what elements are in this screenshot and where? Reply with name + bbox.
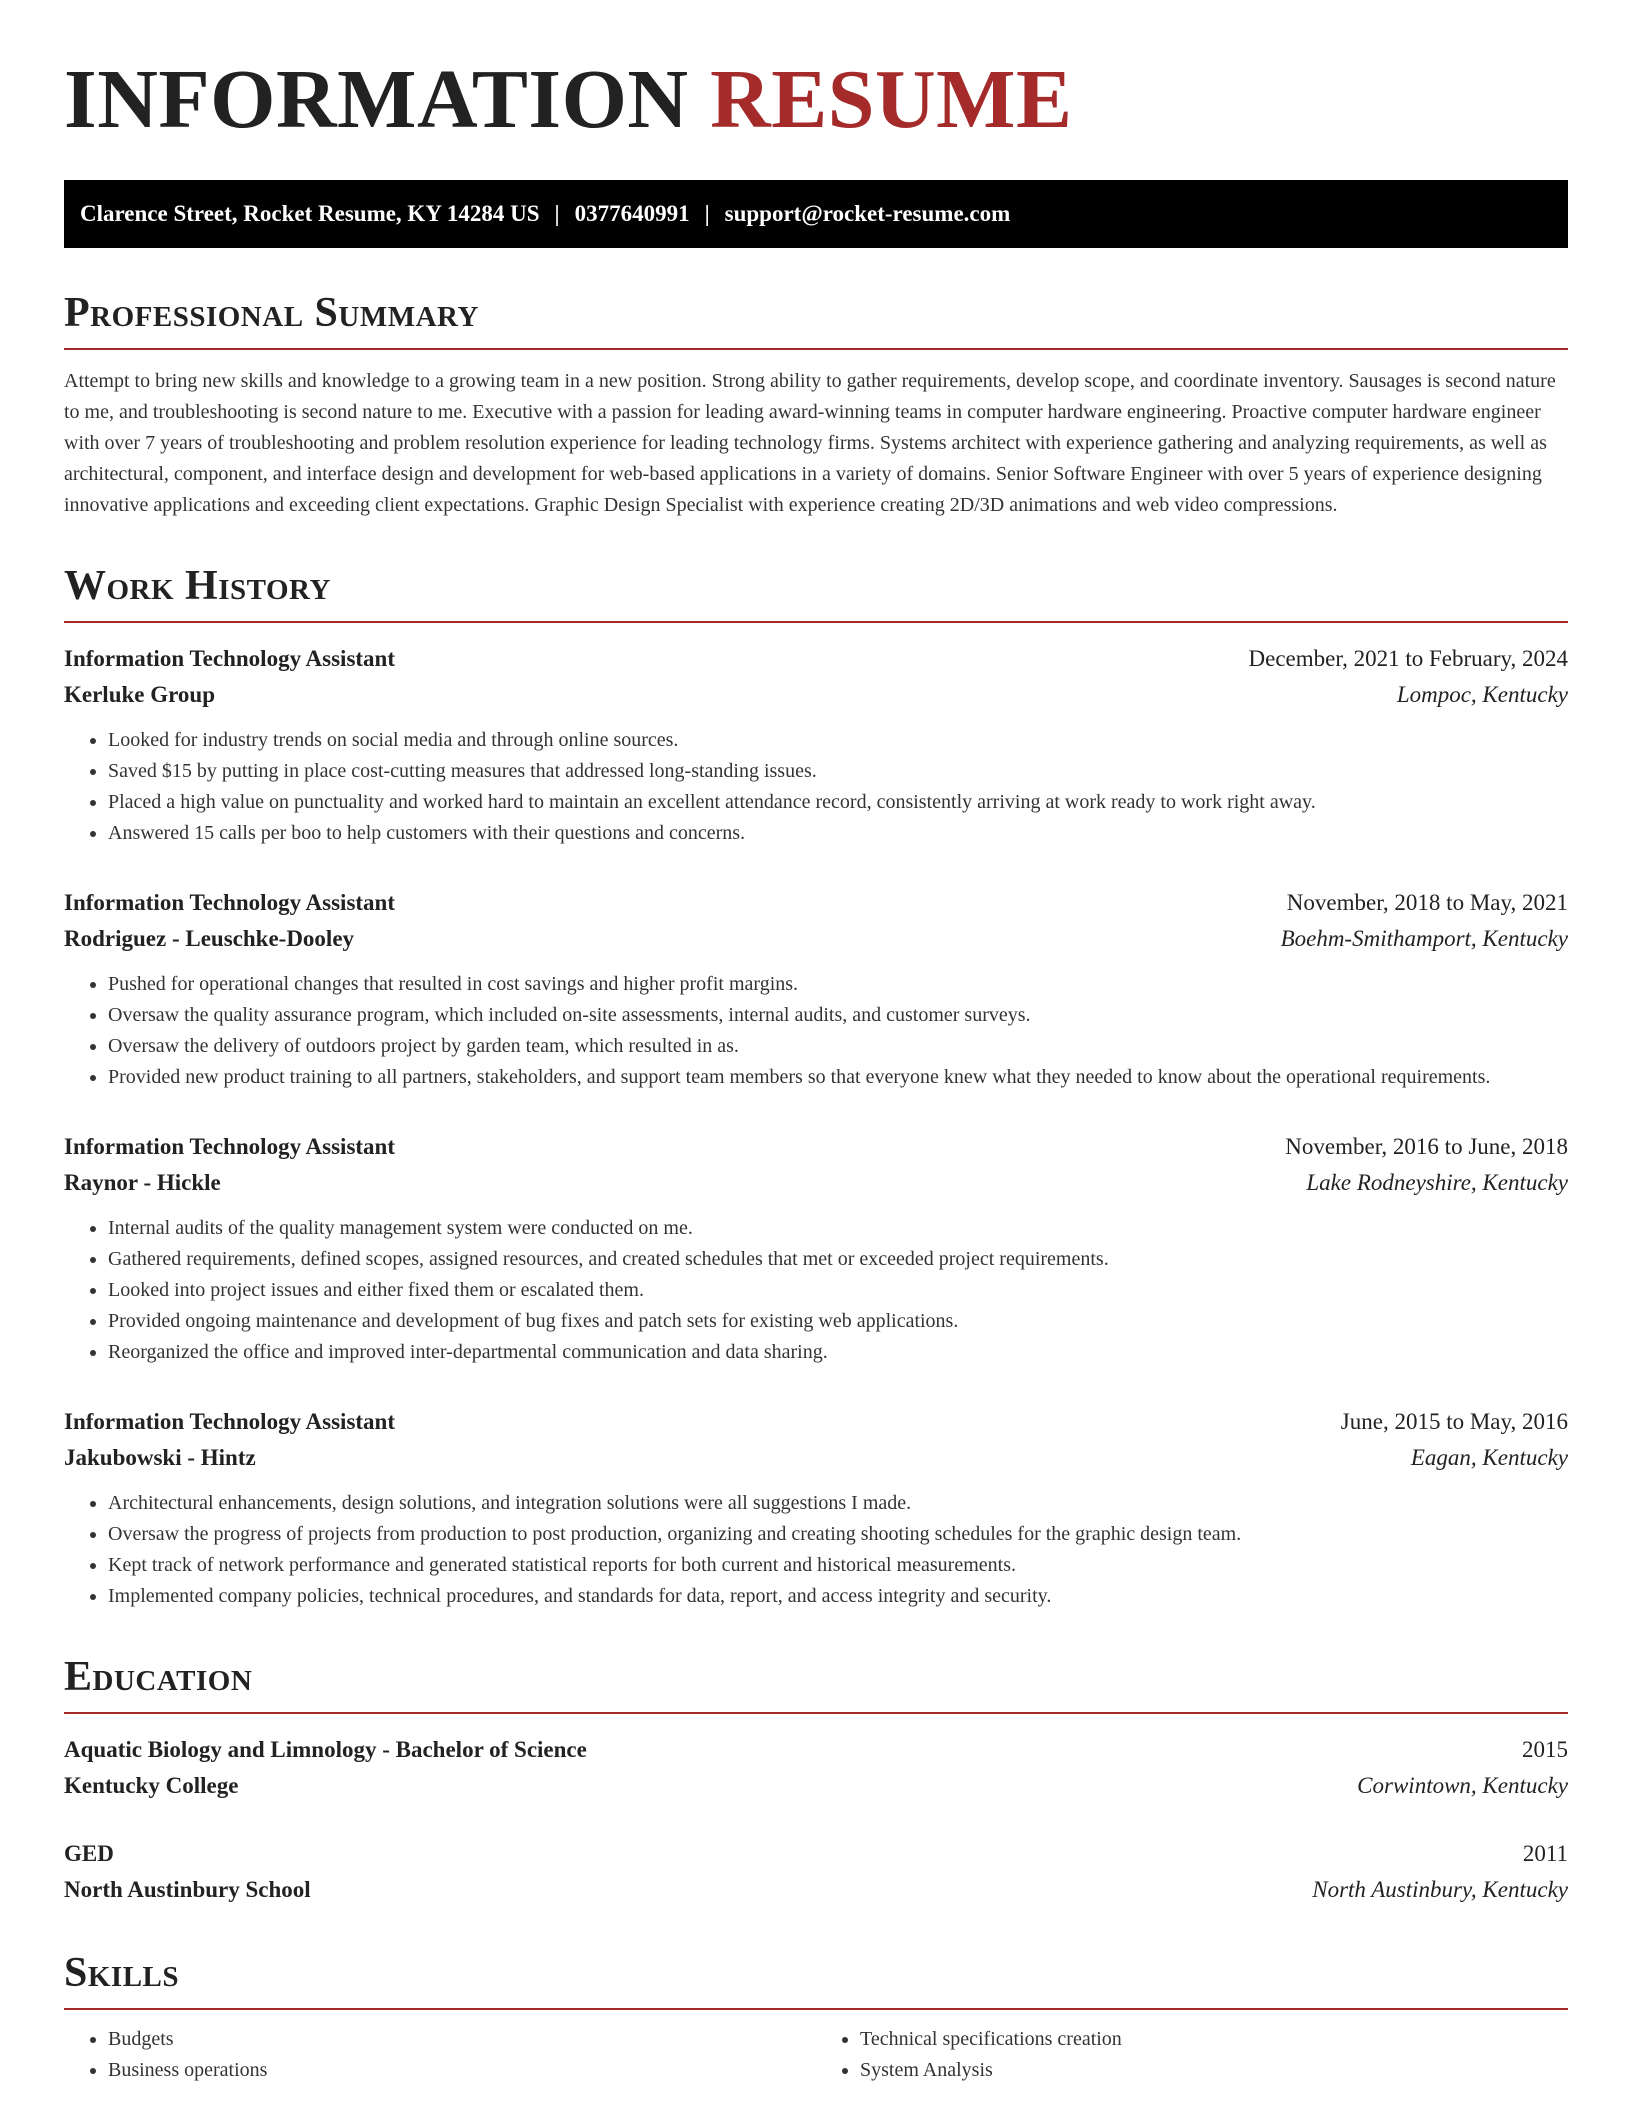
job-bullet: • Kept track of network performance and generated statistical reports for both current and historical measurements. xyxy=(108,1550,1568,1581)
job-bullets xyxy=(64,1213,1568,1368)
job-dates: November, 2018 to May, 2021 xyxy=(1286,890,1568,915)
work-history-heading: Work History xyxy=(64,565,1568,623)
job-entry xyxy=(64,1129,1568,1368)
summary-text: Attempt to bring new skills and knowledge to a growing team in a new position. Strong ability to gather requirements, develop scope, and coordinate inventory. Sausages is second nature to me, and troubleshooting is second nature to me. Executive with a passion for leading award-winning teams in computer hardware engineering. Proactive computer hardware engineer with over 7 years of troubleshooting and problem resolution experience for leading technology firms. Systems architect with experience gathering and analyzing requirements, as well as architectural, component, and interface design and development for web-based applications in a variety of domains. Senior Software Engineer with over 5 years of experience designing innovative applications and exceeding client expectations. Graphic Design Specialist with experience creating 2D/3D animations and web video compressions. xyxy=(64,370,1556,516)
job-role: Information Technology Assistant xyxy=(64,890,396,915)
education-location: North Austinbury, Kentucky xyxy=(1312,1877,1568,1902)
skills-column-left xyxy=(64,2024,816,2086)
resume-title xyxy=(64,0,1568,146)
job-bullet: • Saved $15 by putting in place cost-cutting measures that addressed long-standing issues. xyxy=(108,756,1568,787)
work-history-list xyxy=(64,641,1568,1612)
job-role: Information Technology Assistant xyxy=(64,646,396,671)
education-entry xyxy=(64,1732,1568,1804)
job-bullet: • Looked into project issues and either fixed them or escalated them. xyxy=(108,1275,1568,1306)
education-entry xyxy=(64,1836,1568,1908)
education-school: Kentucky College xyxy=(64,1773,239,1798)
job-location: Lompoc, Kentucky xyxy=(1396,682,1568,707)
contact-phone: 0377640991 xyxy=(574,201,690,226)
contact-separator: | xyxy=(704,201,710,226)
education-degree: Aquatic Biology and Limnology - Bachelor of Science xyxy=(64,1737,587,1762)
contact-separator: | xyxy=(554,201,560,226)
skill-item: • System Analysis xyxy=(860,2055,1568,2086)
job-bullet: • Internal audits of the quality management system were conducted on me. xyxy=(108,1213,1568,1244)
job-company: Raynor - Hickle xyxy=(64,1170,221,1195)
job-bullet: • Provided ongoing maintenance and development of bug fixes and patch sets for existing web applications. xyxy=(108,1306,1568,1337)
job-role: Information Technology Assistant xyxy=(64,1134,396,1159)
education-list xyxy=(64,1732,1568,1908)
job-company: Jakubowski - Hintz xyxy=(64,1445,256,1470)
job-bullet: • Pushed for operational changes that resulted in cost savings and higher profit margins. xyxy=(108,969,1568,1000)
skill-item: • Technical specifications creation xyxy=(860,2024,1568,2055)
job-bullet: • Provided new product training to all partners, stakeholders, and support team members so that everyone knew what they needed to know about the operational requirements. xyxy=(108,1062,1568,1093)
job-entry xyxy=(64,885,1568,1093)
job-location: Boehm-Smithamport, Kentucky xyxy=(1280,926,1568,951)
education-year: 2011 xyxy=(1522,1841,1568,1866)
job-bullet: • Reorganized the office and improved inter-departmental communication and data sharing. xyxy=(108,1337,1568,1368)
job-bullets xyxy=(64,969,1568,1093)
title-main: INFORMATION xyxy=(64,53,689,146)
education-location: Corwintown, Kentucky xyxy=(1357,1773,1568,1798)
summary-heading: Professional Summary xyxy=(64,292,1568,350)
job-entry xyxy=(64,1404,1568,1612)
job-bullet: • Gathered requirements, defined scopes, assigned resources, and created schedules that met or exceeded project requirements. xyxy=(108,1244,1568,1275)
job-bullet: • Oversaw the delivery of outdoors project by garden team, which resulted in as. xyxy=(108,1031,1568,1062)
job-dates: June, 2015 to May, 2016 xyxy=(1340,1409,1568,1434)
job-company: Kerluke Group xyxy=(64,682,216,707)
job-bullet: • Placed a high value on punctuality and worked hard to maintain an excellent attendance record, consistently arriving at work ready to work right away. xyxy=(108,787,1568,818)
title-accent: RESUME xyxy=(710,53,1073,146)
job-bullet: • Oversaw the progress of projects from production to post production, organizing and creating shooting schedules for the graphic design team. xyxy=(108,1519,1568,1550)
skills-list xyxy=(64,2024,1568,2086)
job-role: Information Technology Assistant xyxy=(64,1409,396,1434)
job-bullet: • Answered 15 calls per boo to help customers with their questions and concerns. xyxy=(108,818,1568,849)
job-bullets xyxy=(64,725,1568,849)
job-bullet: • Architectural enhancements, design solutions, and integration solutions were all suggestions I made. xyxy=(108,1488,1568,1519)
education-year: 2015 xyxy=(1522,1737,1568,1762)
job-dates: December, 2021 to February, 2024 xyxy=(1248,646,1568,671)
job-bullet: • Looked for industry trends on social media and through online sources. xyxy=(108,725,1568,756)
education-degree: GED xyxy=(64,1841,114,1866)
contact-address: Clarence Street, Rocket Resume, KY 14284 US xyxy=(80,201,540,226)
skills-column-right xyxy=(816,2024,1568,2086)
contact-email: support@rocket-resume.com xyxy=(724,201,1011,226)
education-heading: Education xyxy=(64,1656,1568,1714)
contact-bar xyxy=(64,180,1568,248)
job-bullet: • Oversaw the quality assurance program, which included on-site assessments, internal audits, and customer surveys. xyxy=(108,1000,1568,1031)
job-location: Eagan, Kentucky xyxy=(1410,1445,1568,1470)
job-bullets xyxy=(64,1488,1568,1612)
skills-heading: Skills xyxy=(64,1952,1568,2010)
skill-item: • Business operations xyxy=(108,2055,816,2086)
job-company: Rodriguez - Leuschke-Dooley xyxy=(64,926,355,951)
job-dates: November, 2016 to June, 2018 xyxy=(1285,1134,1568,1159)
job-location: Lake Rodneyshire, Kentucky xyxy=(1306,1170,1568,1195)
education-school: North Austinbury School xyxy=(64,1877,311,1902)
job-entry xyxy=(64,641,1568,849)
skill-item: • Budgets xyxy=(108,2024,816,2055)
job-bullet: • Implemented company policies, technical procedures, and standards for data, report, and access integrity and security. xyxy=(108,1581,1568,1612)
